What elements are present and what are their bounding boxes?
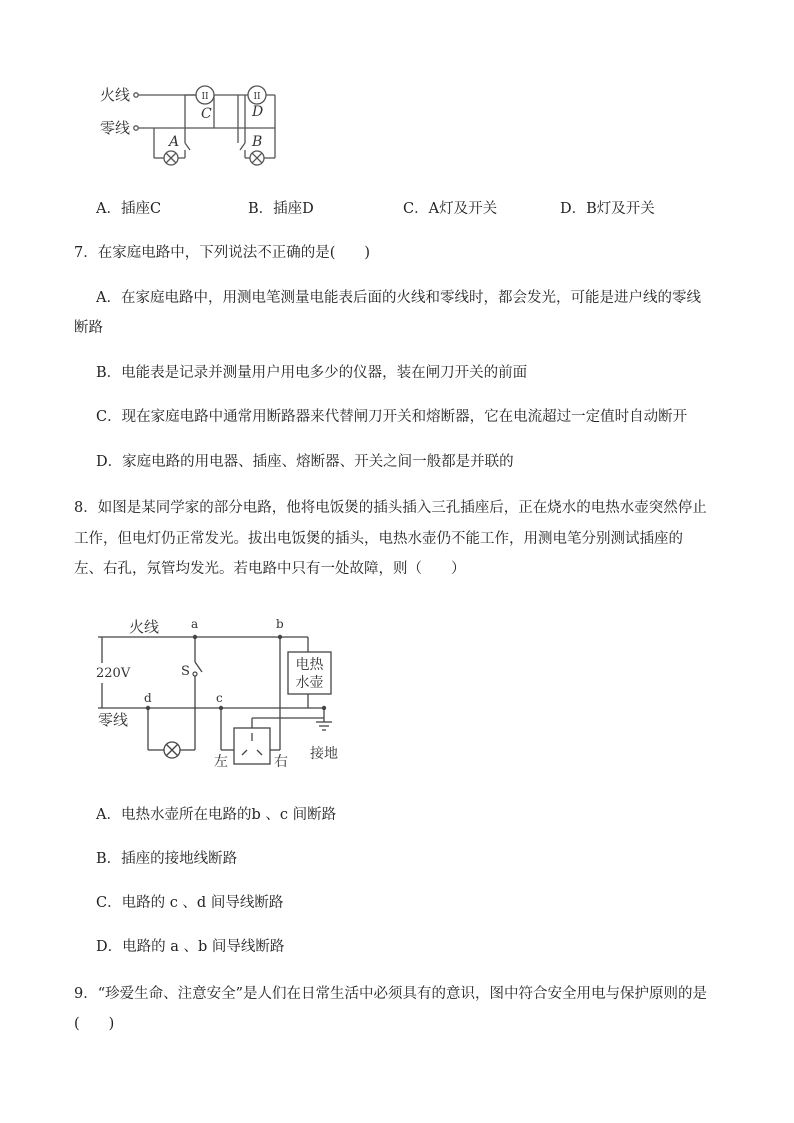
lamp-b-icon [250, 151, 264, 165]
fig6-label-d: D [252, 104, 264, 120]
socket-right-label: 右 [274, 754, 288, 770]
q6-option-d[interactable]: D．B灯及开关 [560, 201, 655, 217]
kettle-label-line2: 水壶 [295, 675, 324, 691]
q6-option-a[interactable]: A．插座C [96, 201, 162, 217]
q6-option-b[interactable]: B．插座D [248, 201, 314, 217]
point-d-label: d [144, 691, 152, 705]
q8-stem-line1: 8．如图是某同学家的部分电路，他将电饭煲的插头插入三孔插座后，正在烧水的电热水壶突然停止 [74, 500, 707, 516]
fig6-neutral-label: 零线 [100, 119, 131, 137]
q6-option-c[interactable]: C．A灯及开关 [403, 201, 498, 217]
three-hole-socket-icon [234, 728, 270, 764]
svg-text:II: II [201, 92, 209, 102]
lamp-icon [164, 742, 180, 758]
q7-option-d[interactable]: D．家庭电路的用电器、插座、熔断器、开关之间一般都是并联的 [96, 454, 514, 470]
q7-stem: 7．在家庭电路中，下列说法不正确的是( ) [74, 245, 371, 261]
fig6-label-b: B [252, 134, 263, 150]
fig6-live-label: 火线 [100, 86, 131, 104]
q8-option-d[interactable]: D．电路的 a 、b 间导线断路 [96, 939, 285, 955]
q7-option-b[interactable]: B．电能表是记录并测量用户用电多少的仪器，装在闸刀开关的前面 [96, 365, 528, 381]
q8-stem-line3: 左、右孔，氖管均发光。若电路中只有一处故障，则（ ） [74, 561, 466, 577]
q8-option-c[interactable]: C．电路的 c 、d 间导线断路 [96, 895, 284, 911]
fig8-voltage-label: 220V [96, 666, 131, 681]
q9-stem-line2: ( ) [74, 1016, 115, 1032]
q7-option-c[interactable]: C．现在家庭电路中通常用断路器来代替闸刀开关和熔断器，它在电流超过一定值时自动断开 [96, 409, 688, 425]
socket-c-icon [196, 86, 214, 104]
q8-option-a[interactable]: A．电热水壶所在电路的b 、c 间断路 [96, 807, 337, 823]
fig6-label-a: A [169, 134, 180, 150]
fig6-label-c: C [201, 106, 212, 122]
q8-stem-line2: 工作，但电灯仍正常发光。拔出电饭煲的插头，电热水壶仍不能工作，用测电笔分别测试插座的 [74, 531, 683, 547]
point-b-label: b [276, 617, 284, 631]
svg-text:II: II [253, 92, 261, 102]
point-a-label: a [191, 617, 199, 631]
socket-d-icon [248, 86, 266, 104]
point-c-label: c [216, 691, 223, 705]
lamp-a-icon [164, 151, 178, 165]
q7-option-a-line2[interactable]: 断路 [74, 320, 103, 336]
q8-circuit-figure [94, 610, 354, 774]
fig8-live-label: 火线 [129, 618, 160, 636]
q8-option-b[interactable]: B．插座的接地线断路 [96, 851, 238, 867]
ground-label: 接地 [310, 746, 338, 762]
switch-s-label: S [181, 664, 190, 679]
socket-left-label: 左 [214, 754, 228, 770]
q9-stem-line1: 9．“珍爱生命、注意安全”是人们在日常生活中必须具有的意识，图中符合安全用电与保护原则的是 [74, 986, 708, 1002]
q6-circuit-figure [92, 78, 292, 174]
q7-option-a-line1[interactable]: A．在家庭电路中，用测电笔测量电能表后面的火线和零线时，都会发光，可能是进户线的零线 [96, 290, 701, 306]
kettle-label-line1: 电热 [295, 657, 324, 673]
fig8-neutral-label: 零线 [98, 711, 129, 729]
